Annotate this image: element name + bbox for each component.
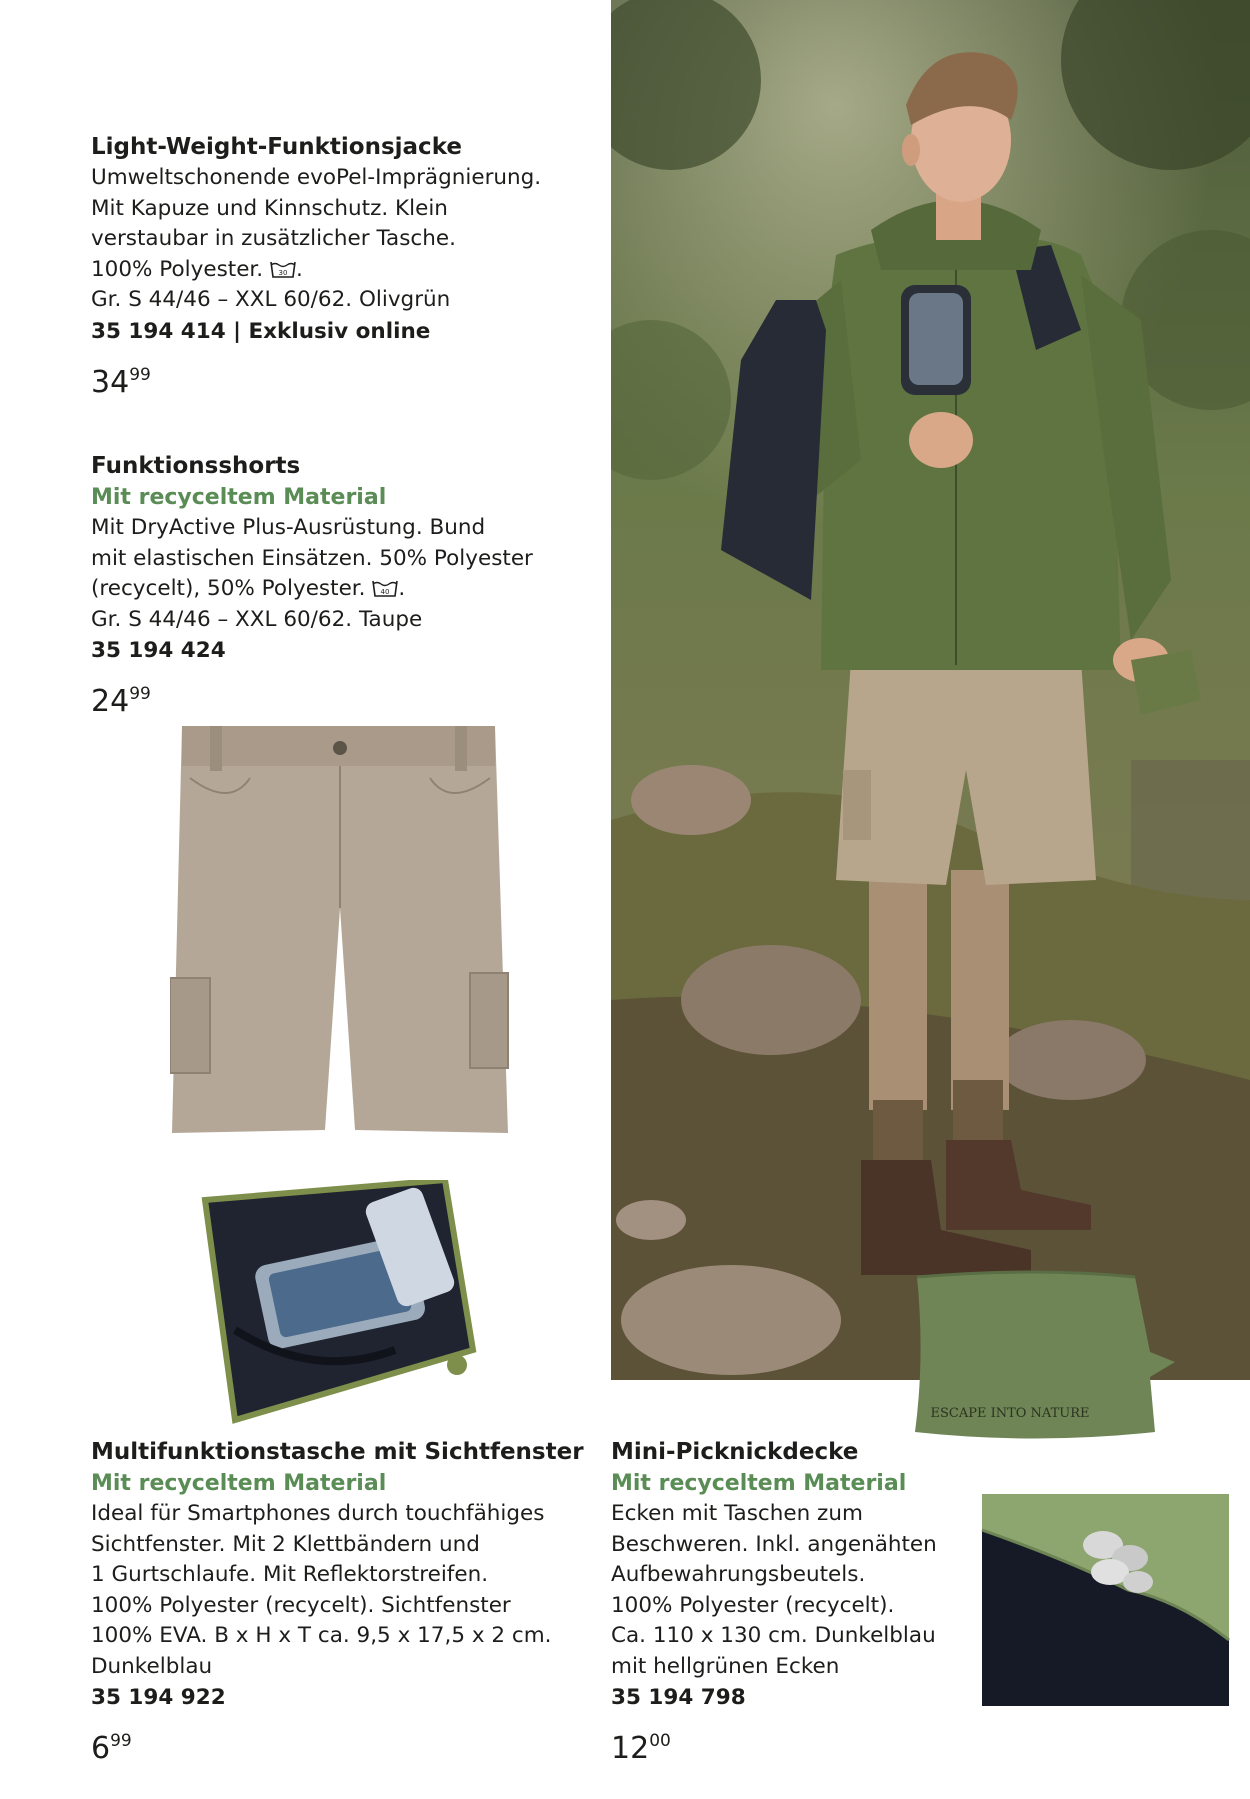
- picnic-blanket-pouch-image: [905, 1267, 1180, 1447]
- description-line: 100% Polyester (recycelt).: [611, 1592, 895, 1618]
- price-main: 12: [611, 1731, 650, 1766]
- shorts-product-image: [170, 718, 510, 1138]
- price-cents: 99: [129, 684, 151, 704]
- description-line: 100% Polyester (recycelt). Sichtfenster: [91, 1592, 511, 1618]
- pack-label-text: ESCAPE INTO NATURE: [930, 1406, 1090, 1421]
- product-shorts: [91, 451, 591, 720]
- description-line: Ca. 110 x 130 cm. Dunkelblau: [611, 1623, 936, 1648]
- description-line: verstaubar in zusätzlicher Tasche.: [91, 226, 456, 251]
- price-main: 34: [91, 364, 130, 400]
- product-title: Light-Weight-Funktionsjacke: [91, 134, 462, 160]
- price-cents: 99: [129, 364, 151, 385]
- multifunction-bag-image: [195, 1180, 480, 1430]
- picnic-blanket-detail-image: [978, 1490, 1233, 1710]
- price: [611, 1723, 991, 1767]
- product-subtitle: Mit recyceltem Material: [611, 1471, 907, 1496]
- description-line: mit elastischen Einsätzen. 50% Polyester: [91, 545, 533, 571]
- description-text: (recycelt), 50% Polyester.: [91, 576, 366, 601]
- description-line: Gr. S 44/46 – XXL 60/62. Taupe: [91, 606, 423, 632]
- article-number: 35 194 424: [91, 638, 226, 663]
- description-line: Aufbewahrungsbeutels.: [611, 1562, 866, 1587]
- description-line: Beschweren. Inkl. angenähten: [611, 1531, 937, 1557]
- price: [91, 357, 591, 401]
- product-subtitle: Mit recyceltem Material: [91, 485, 387, 510]
- article-number: 35 194 922: [91, 1685, 226, 1710]
- description-text: 100% Polyester.: [91, 256, 264, 282]
- price: [91, 1723, 611, 1767]
- description-line: Mit DryActive Plus-Ausrüstung. Bund: [91, 515, 486, 540]
- article-number: 35 194 798: [611, 1685, 746, 1710]
- product-jacket: [91, 132, 591, 401]
- description-line: Sichtfenster. Mit 2 Klettbändern und: [91, 1531, 480, 1557]
- wash-30-icon: [270, 260, 296, 278]
- description-line: mit hellgrünen Ecken: [611, 1653, 840, 1679]
- product-mini-picnic-blanket: [611, 1437, 991, 1767]
- description-line: Ideal für Smartphones durch touchfähiges: [91, 1501, 545, 1526]
- description-line-with-wash-symbol: 100% Polyester. 30 .: [91, 256, 303, 282]
- description-line: 100% EVA. B x H x T ca. 9,5 x 17,5 x 2 cm.: [91, 1623, 552, 1648]
- product-multifunction-bag: [91, 1437, 611, 1767]
- hiker-lifestyle-photo: [611, 0, 1250, 1380]
- product-subtitle: Mit recyceltem Material: [91, 1471, 387, 1496]
- description-line: 1 Gurtschlaufe. Mit Reflektorstreifen.: [91, 1562, 489, 1587]
- wash-40-icon: [372, 579, 398, 597]
- product-title: Funktionsshorts: [91, 453, 301, 479]
- description-line: Mit Kapuze und Kinnschutz. Klein: [91, 195, 448, 221]
- description-line: Gr. S 44/46 – XXL 60/62. Olivgrün: [91, 287, 451, 312]
- svg-text:30: 30: [278, 268, 288, 277]
- price-main: 24: [91, 684, 130, 719]
- price: [91, 676, 591, 720]
- article-number: 35 194 414 | Exklusiv online: [91, 318, 431, 344]
- price-cents: 00: [649, 1731, 671, 1751]
- description-line-with-wash-symbol: (recycelt), 50% Polyester. 40 .: [91, 576, 406, 601]
- description-line: Ecken mit Taschen zum: [611, 1501, 863, 1526]
- description-line: Dunkelblau: [91, 1653, 213, 1679]
- product-title: Multifunktionstasche mit Sichtfenster: [91, 1439, 584, 1465]
- svg-text:40: 40: [380, 588, 390, 596]
- price-main: 6: [91, 1731, 111, 1766]
- price-cents: 99: [110, 1731, 132, 1751]
- product-title: Mini-Picknickdecke: [611, 1439, 859, 1465]
- description-line: Umweltschonende evoPel-Imprägnierung.: [91, 165, 542, 190]
